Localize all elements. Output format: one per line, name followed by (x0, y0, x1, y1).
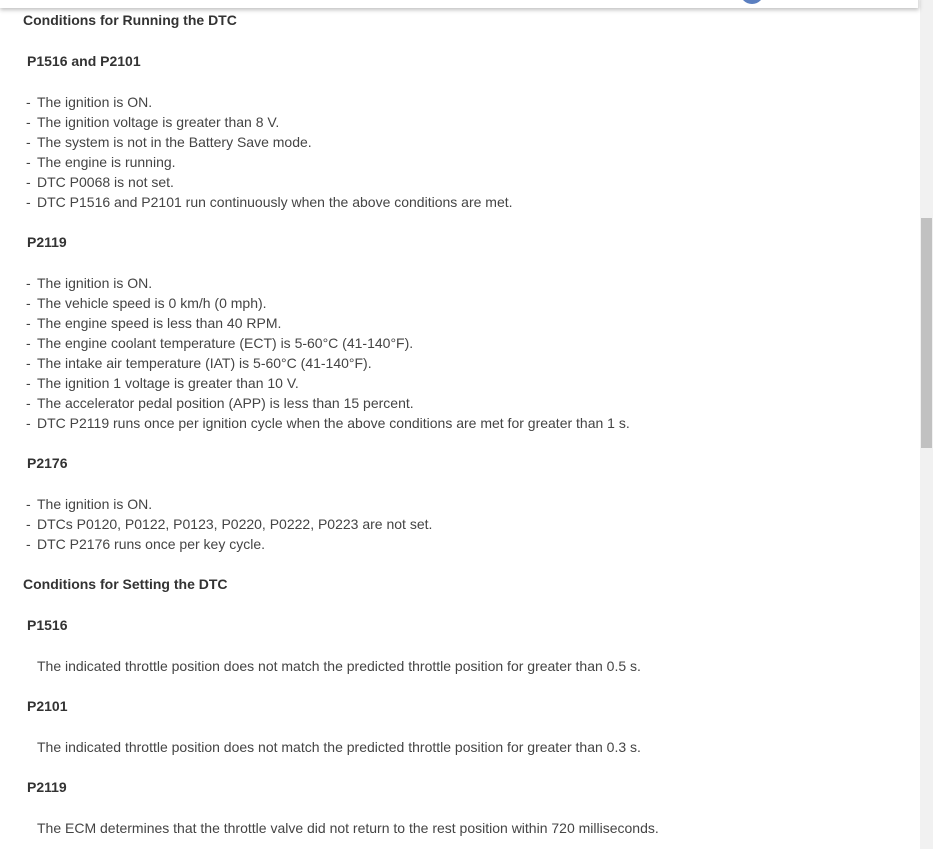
list-item: - The engine coolant temperature (ECT) is 5-60°C (41-140°F). (26, 335, 414, 351)
list-item: - DTC P2119 runs once per ignition cycle when the above conditions are met for greater than 1 s. (26, 415, 630, 431)
list-item: - The intake air temperature (IAT) is 5-60°C (41-140°F). (26, 355, 372, 371)
running-conditions-heading: Conditions for Running the DTC (23, 12, 237, 28)
list-item: - DTC P0068 is not set. (26, 174, 174, 190)
setting-code-p2119: P2119 (27, 779, 67, 795)
list-item: - The accelerator pedal position (APP) is less than 15 percent. (26, 395, 414, 411)
list-item: - The ignition is ON. (26, 496, 153, 512)
setting-text-p2101: The indicated throttle position does not match the predicted throttle position for greater than 0.3 s. (37, 739, 641, 755)
setting-text-p1516: The indicated throttle position does not match the predicted throttle position for greater than 0.5 s. (37, 658, 641, 674)
top-toolbar (0, 0, 919, 8)
setting-conditions-heading: Conditions for Setting the DTC (23, 576, 228, 592)
running-code-p2119: P2119 (27, 234, 67, 250)
list-item: - The system is not in the Battery Save mode. (26, 134, 312, 150)
running-code-p2176: P2176 (27, 455, 68, 471)
setting-code-p2101: P2101 (27, 698, 68, 714)
scrollbar-thumb[interactable] (921, 218, 932, 448)
list-item: - The ignition voltage is greater than 8 V. (26, 114, 280, 130)
list-item: - The ignition is ON. (26, 94, 153, 110)
list-item: - The engine is running. (26, 154, 176, 170)
list-item: - The ignition is ON. (26, 275, 153, 291)
running-code-p1516-p2101: P1516 and P2101 (27, 53, 141, 69)
list-item: - The engine speed is less than 40 RPM. (26, 315, 282, 331)
list-item: - DTC P1516 and P2101 run continuously when the above conditions are met. (26, 194, 513, 210)
list-item: - The vehicle speed is 0 km/h (0 mph). (26, 295, 267, 311)
setting-code-p1516: P1516 (27, 617, 68, 633)
list-item: - DTCs P0120, P0122, P0123, P0220, P0222, P0223 are not set. (26, 516, 433, 532)
list-item: - The ignition 1 voltage is greater than 10 V. (26, 375, 299, 391)
setting-text-p2119: The ECM determines that the throttle valve did not return to the rest position within 720 milliseconds. (37, 820, 659, 836)
list-item: - DTC P2176 runs once per key cycle. (26, 536, 265, 552)
